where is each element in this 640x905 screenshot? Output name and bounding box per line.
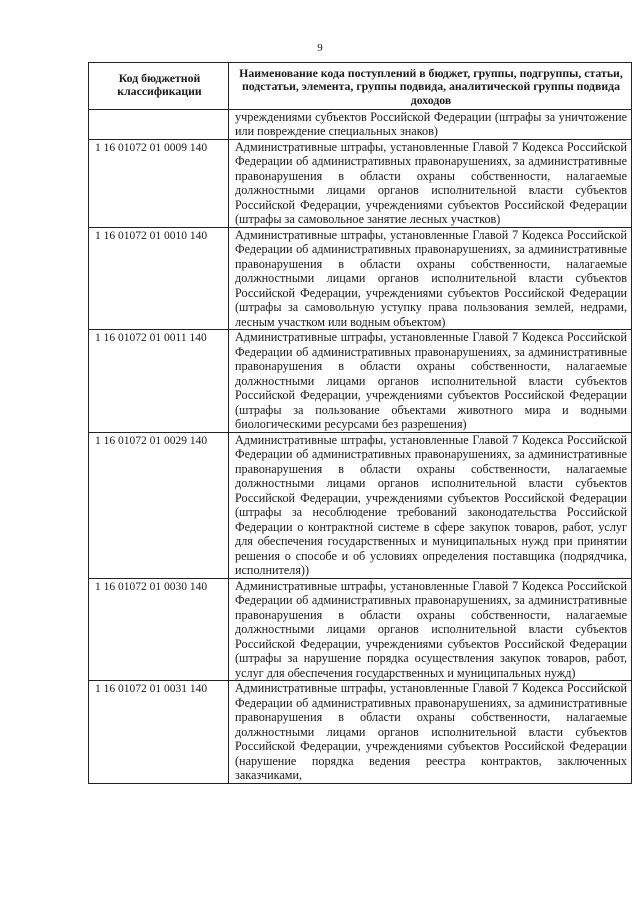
header-name-column: Наименование кода поступлений в бюджет, группы, подгруппы, статьи, подстатьи, элемента, группы подвида, аналитической группы подвида доходов — [239, 66, 623, 107]
table-header-row — [89, 63, 631, 110]
row-name-cell: Административные штрафы, установленные Главой 7 Кодекса Российской Федерации об административных правонарушениях, за административные правонарушения в области охраны собственности, налагаемые должностными лицами органов исполнительной власти субъектов Российской Федерации, учреждениями субъектов Российской Федерации (штрафы за нарушение порядка осуществления закупок товаров, работ, услуг для обеспечения государственных и муниципальных нужд) — [235, 578, 627, 680]
budget-codes-table — [88, 62, 632, 784]
row-code-cell: 1 16 01072 01 0030 140 — [89, 579, 229, 681]
table-body — [89, 110, 631, 784]
table-row — [89, 330, 631, 433]
table-row — [89, 228, 631, 331]
row-name-cell: Административные штрафы, установленные Главой 7 Кодекса Российской Федерации об административных правонарушениях, за административные правонарушения в области охраны собственности, налагаемые должностными лицами органов исполнительной власти субъектов Российской Федерации, учреждениями субъектов Российской Федерации (штрафы за самовольную уступку права пользования землей, недрами, лесным участком или водным объектом) — [235, 227, 627, 329]
page-number: 9 — [317, 42, 323, 54]
row-code-cell: 1 16 01072 01 0011 140 — [89, 330, 229, 432]
table-row — [89, 433, 631, 579]
row-code-cell: 1 16 01072 01 0031 140 — [89, 681, 229, 783]
row-code-cell: 1 16 01072 01 0009 140 — [89, 140, 229, 227]
table-row — [89, 579, 631, 682]
row-name-cell: Административные штрафы, установленные Главой 7 Кодекса Российской Федерации об административных правонарушениях, за административные правонарушения в области охраны собственности, налагаемые должностными лицами органов исполнительной власти субъектов Российской Федерации, учреждениями субъектов Российской Федерации (штрафы за самовольное занятие лесных участков) — [235, 139, 627, 227]
row-name-cell: Административные штрафы, установленные Главой 7 Кодекса Российской Федерации об административных правонарушениях, за административные правонарушения в области охраны собственности, налагаемые должностными лицами органов исполнительной власти субъектов Российской Федерации, учреждениями субъектов Российской Федерации (штрафы за пользование объектами животного мира и водными биологическими ресурсами без разрешения) — [235, 330, 627, 432]
header-code-column: Код бюджетной классификации — [89, 63, 229, 109]
row-code-cell — [89, 110, 229, 139]
table-row — [89, 681, 631, 784]
row-code-cell: 1 16 01072 01 0010 140 — [89, 228, 229, 330]
row-name-cell: учреждениями субъектов Российской Федерации (штрафы за уничтожение или повреждение специальных знаков) — [235, 109, 627, 139]
table-row — [89, 110, 631, 140]
table-row — [89, 140, 631, 228]
row-code-cell: 1 16 01072 01 0029 140 — [89, 433, 229, 578]
row-name-cell: Административные штрафы, установленные Главой 7 Кодекса Российской Федерации об административных правонарушениях, за административные правонарушения в области охраны собственности, налагаемые должностными лицами органов исполнительной власти субъектов Российской Федерации, учреждениями субъектов Российской Федерации (штрафы за несоблюдение требований законодательства Российской Федерации о контрактной системе в сфере закупок товаров, работ, услуг для обеспечения государственных и муниципальных нужд при принятии решения о способе и об условиях определения поставщика (подрядчика, исполнителя)) — [235, 432, 627, 578]
row-name-cell: Административные штрафы, установленные Главой 7 Кодекса Российской Федерации об административных правонарушениях, за административные правонарушения в области охраны собственности, налагаемые должностными лицами органов исполнительной власти субъектов Российской Федерации, учреждениями субъектов Российской Федерации (нарушение порядка ведения реестра контрактов, заключенных заказчиками, — [235, 681, 627, 783]
